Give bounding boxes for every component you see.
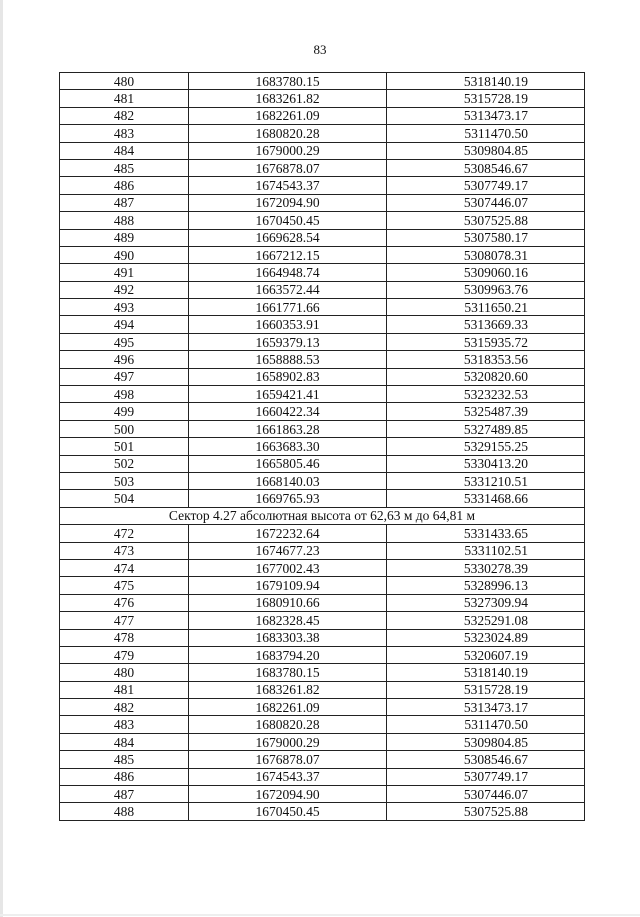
x-coordinate-cell: 1682261.09 <box>189 107 387 124</box>
point-number-cell: 491 <box>60 264 189 281</box>
table-row <box>60 751 585 768</box>
x-coordinate-cell: 1664948.74 <box>189 264 387 281</box>
point-number-cell: 487 <box>60 786 189 803</box>
y-coordinate-cell: 5313473.17 <box>387 107 585 124</box>
table-row <box>60 664 585 681</box>
point-number-cell: 477 <box>60 612 189 629</box>
x-coordinate-cell: 1683780.15 <box>189 664 387 681</box>
x-coordinate-cell: 1674677.23 <box>189 542 387 559</box>
table-row <box>60 472 585 489</box>
point-number-cell: 481 <box>60 90 189 107</box>
y-coordinate-cell: 5307525.88 <box>387 803 585 820</box>
y-coordinate-cell: 5323024.89 <box>387 629 585 646</box>
point-number-cell: 492 <box>60 281 189 298</box>
point-number-cell: 494 <box>60 316 189 333</box>
table-row <box>60 699 585 716</box>
point-number-cell: 503 <box>60 472 189 489</box>
scan-edge-bottom <box>0 914 640 916</box>
y-coordinate-cell: 5315728.19 <box>387 90 585 107</box>
table-row <box>60 594 585 611</box>
table-row <box>60 90 585 107</box>
table-row <box>60 194 585 211</box>
x-coordinate-cell: 1660353.91 <box>189 316 387 333</box>
y-coordinate-cell: 5311470.50 <box>387 716 585 733</box>
y-coordinate-cell: 5331102.51 <box>387 542 585 559</box>
point-number-cell: 502 <box>60 455 189 472</box>
y-coordinate-cell: 5315728.19 <box>387 681 585 698</box>
y-coordinate-cell: 5307749.17 <box>387 177 585 194</box>
table-row <box>60 803 585 820</box>
point-number-cell: 484 <box>60 733 189 750</box>
table-row <box>60 490 585 507</box>
table-row <box>60 73 585 90</box>
x-coordinate-cell: 1661771.66 <box>189 299 387 316</box>
x-coordinate-cell: 1668140.03 <box>189 472 387 489</box>
point-number-cell: 485 <box>60 751 189 768</box>
y-coordinate-cell: 5331468.66 <box>387 490 585 507</box>
point-number-cell: 483 <box>60 716 189 733</box>
point-number-cell: 472 <box>60 525 189 542</box>
table-row <box>60 142 585 159</box>
y-coordinate-cell: 5308546.67 <box>387 751 585 768</box>
x-coordinate-cell: 1680910.66 <box>189 594 387 611</box>
x-coordinate-cell: 1658902.83 <box>189 368 387 385</box>
point-number-cell: 476 <box>60 594 189 611</box>
sector-heading-row <box>60 507 585 524</box>
x-coordinate-cell: 1677002.43 <box>189 559 387 576</box>
table-row <box>60 455 585 472</box>
page-number: 83 <box>313 42 327 57</box>
x-coordinate-cell: 1663572.44 <box>189 281 387 298</box>
x-coordinate-cell: 1660422.34 <box>189 403 387 420</box>
point-number-cell: 485 <box>60 159 189 176</box>
x-coordinate-cell: 1669765.93 <box>189 490 387 507</box>
table-row <box>60 438 585 455</box>
x-coordinate-cell: 1670450.45 <box>189 803 387 820</box>
point-number-cell: 486 <box>60 768 189 785</box>
table-row <box>60 612 585 629</box>
point-number-cell: 474 <box>60 559 189 576</box>
table-row <box>60 420 585 437</box>
table-row <box>60 212 585 229</box>
point-number-cell: 490 <box>60 246 189 263</box>
scan-edge-left <box>0 0 3 917</box>
y-coordinate-cell: 5330413.20 <box>387 455 585 472</box>
point-number-cell: 486 <box>60 177 189 194</box>
y-coordinate-cell: 5307749.17 <box>387 768 585 785</box>
y-coordinate-cell: 5308546.67 <box>387 159 585 176</box>
point-number-cell: 498 <box>60 386 189 403</box>
y-coordinate-cell: 5325487.39 <box>387 403 585 420</box>
x-coordinate-cell: 1674543.37 <box>189 768 387 785</box>
table-row <box>60 264 585 281</box>
x-coordinate-cell: 1659379.13 <box>189 333 387 350</box>
x-coordinate-cell: 1669628.54 <box>189 229 387 246</box>
x-coordinate-cell: 1676878.07 <box>189 751 387 768</box>
x-coordinate-cell: 1663683.30 <box>189 438 387 455</box>
x-coordinate-cell: 1683261.82 <box>189 681 387 698</box>
table-row <box>60 159 585 176</box>
y-coordinate-cell: 5318140.19 <box>387 73 585 90</box>
table-row <box>60 646 585 663</box>
table-row <box>60 333 585 350</box>
y-coordinate-cell: 5309804.85 <box>387 733 585 750</box>
point-number-cell: 482 <box>60 699 189 716</box>
table-row <box>60 542 585 559</box>
y-coordinate-cell: 5307446.07 <box>387 786 585 803</box>
table-row <box>60 125 585 142</box>
y-coordinate-cell: 5323232.53 <box>387 386 585 403</box>
y-coordinate-cell: 5320820.60 <box>387 368 585 385</box>
point-number-cell: 488 <box>60 803 189 820</box>
point-number-cell: 478 <box>60 629 189 646</box>
x-coordinate-cell: 1682261.09 <box>189 699 387 716</box>
y-coordinate-cell: 5328996.13 <box>387 577 585 594</box>
y-coordinate-cell: 5330278.39 <box>387 559 585 576</box>
point-number-cell: 489 <box>60 229 189 246</box>
y-coordinate-cell: 5331433.65 <box>387 525 585 542</box>
x-coordinate-cell: 1679000.29 <box>189 142 387 159</box>
x-coordinate-cell: 1672094.90 <box>189 194 387 211</box>
point-number-cell: 500 <box>60 420 189 437</box>
table-row <box>60 246 585 263</box>
y-coordinate-cell: 5309060.16 <box>387 264 585 281</box>
y-coordinate-cell: 5307580.17 <box>387 229 585 246</box>
point-number-cell: 501 <box>60 438 189 455</box>
y-coordinate-cell: 5309963.76 <box>387 281 585 298</box>
y-coordinate-cell: 5307525.88 <box>387 212 585 229</box>
table-row <box>60 386 585 403</box>
x-coordinate-cell: 1676878.07 <box>189 159 387 176</box>
table-row <box>60 559 585 576</box>
x-coordinate-cell: 1682328.45 <box>189 612 387 629</box>
x-coordinate-cell: 1674543.37 <box>189 177 387 194</box>
point-number-cell: 480 <box>60 664 189 681</box>
y-coordinate-cell: 5313669.33 <box>387 316 585 333</box>
x-coordinate-cell: 1659421.41 <box>189 386 387 403</box>
table-row <box>60 786 585 803</box>
y-coordinate-cell: 5325291.08 <box>387 612 585 629</box>
coordinates-table-bottom-section <box>60 525 585 821</box>
table-row <box>60 681 585 698</box>
point-number-cell: 504 <box>60 490 189 507</box>
point-number-cell: 480 <box>60 73 189 90</box>
point-number-cell: 483 <box>60 125 189 142</box>
x-coordinate-cell: 1679109.94 <box>189 577 387 594</box>
x-coordinate-cell: 1679000.29 <box>189 733 387 750</box>
x-coordinate-cell: 1683303.38 <box>189 629 387 646</box>
point-number-cell: 496 <box>60 351 189 368</box>
table-row <box>60 525 585 542</box>
y-coordinate-cell: 5315935.72 <box>387 333 585 350</box>
table-row <box>60 577 585 594</box>
point-number-cell: 475 <box>60 577 189 594</box>
x-coordinate-cell: 1683780.15 <box>189 73 387 90</box>
table-row <box>60 629 585 646</box>
y-coordinate-cell: 5308078.31 <box>387 246 585 263</box>
table-row <box>60 107 585 124</box>
table-row <box>60 403 585 420</box>
table-row <box>60 281 585 298</box>
point-number-cell: 495 <box>60 333 189 350</box>
x-coordinate-cell: 1672232.64 <box>189 525 387 542</box>
x-coordinate-cell: 1683261.82 <box>189 90 387 107</box>
y-coordinate-cell: 5311470.50 <box>387 125 585 142</box>
point-number-cell: 473 <box>60 542 189 559</box>
point-number-cell: 484 <box>60 142 189 159</box>
y-coordinate-cell: 5327489.85 <box>387 420 585 437</box>
x-coordinate-cell: 1665805.46 <box>189 455 387 472</box>
table-row <box>60 229 585 246</box>
x-coordinate-cell: 1680820.28 <box>189 125 387 142</box>
table-row <box>60 177 585 194</box>
x-coordinate-cell: 1670450.45 <box>189 212 387 229</box>
point-number-cell: 482 <box>60 107 189 124</box>
table-row <box>60 299 585 316</box>
y-coordinate-cell: 5311650.21 <box>387 299 585 316</box>
x-coordinate-cell: 1680820.28 <box>189 716 387 733</box>
table-row <box>60 768 585 785</box>
point-number-cell: 493 <box>60 299 189 316</box>
y-coordinate-cell: 5327309.94 <box>387 594 585 611</box>
y-coordinate-cell: 5318353.56 <box>387 351 585 368</box>
table-row <box>60 351 585 368</box>
y-coordinate-cell: 5313473.17 <box>387 699 585 716</box>
x-coordinate-cell: 1661863.28 <box>189 420 387 437</box>
coordinates-table <box>59 72 585 821</box>
x-coordinate-cell: 1658888.53 <box>189 351 387 368</box>
y-coordinate-cell: 5309804.85 <box>387 142 585 159</box>
table-row <box>60 716 585 733</box>
point-number-cell: 479 <box>60 646 189 663</box>
x-coordinate-cell: 1667212.15 <box>189 246 387 263</box>
sector-heading: Сектор 4.27 абсолютная высота от 62,63 м до 64,81 м <box>60 507 585 524</box>
x-coordinate-cell: 1683794.20 <box>189 646 387 663</box>
y-coordinate-cell: 5331210.51 <box>387 472 585 489</box>
sector-heading-section <box>60 507 585 524</box>
table-row <box>60 316 585 333</box>
y-coordinate-cell: 5320607.19 <box>387 646 585 663</box>
point-number-cell: 481 <box>60 681 189 698</box>
table-row <box>60 733 585 750</box>
coordinates-table-top-section <box>60 73 585 508</box>
point-number-cell: 499 <box>60 403 189 420</box>
point-number-cell: 497 <box>60 368 189 385</box>
y-coordinate-cell: 5318140.19 <box>387 664 585 681</box>
y-coordinate-cell: 5329155.25 <box>387 438 585 455</box>
table-row <box>60 368 585 385</box>
y-coordinate-cell: 5307446.07 <box>387 194 585 211</box>
point-number-cell: 487 <box>60 194 189 211</box>
x-coordinate-cell: 1672094.90 <box>189 786 387 803</box>
point-number-cell: 488 <box>60 212 189 229</box>
